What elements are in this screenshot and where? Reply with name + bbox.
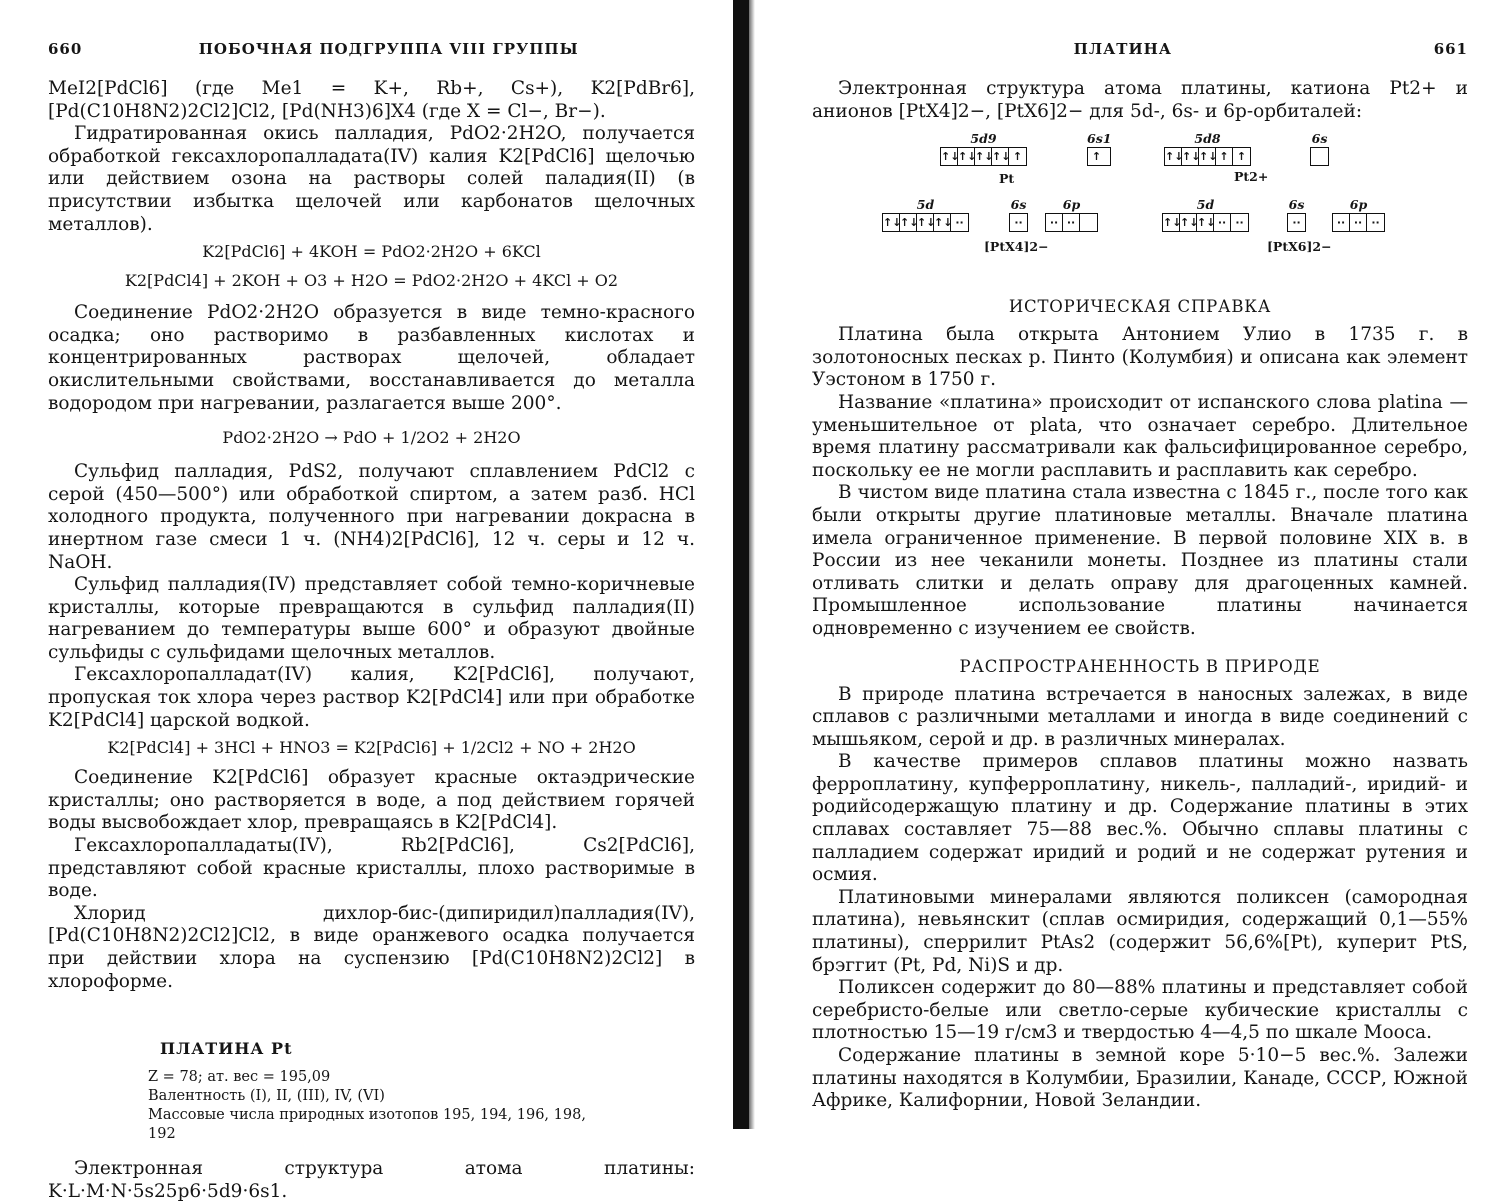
pt2-6s-orbital: 6s xyxy=(1310,131,1329,166)
paragraph: В природе платина встречается в наносных залежах, в виде сплавов с различными металлами и иногда в виде соединений с мышьяком, серой и др. в различных минералах. xyxy=(812,683,1468,750)
atomic-data: Z = 78; ат. вес = 195,09 xyxy=(148,1069,331,1086)
equation: K2[PdCl4] + 2KOH + O3 + H2O = PdO2·2H2O + 4KCl + O2 xyxy=(124,271,619,291)
ptx6-5d-orbital: 5d ↑↓ ↑↓ ↑↓ ·· ·· xyxy=(1162,197,1249,232)
ptx4-label: [PtX4]2− xyxy=(984,239,1049,255)
paragraph: Гексахлоропалладат(IV) калия, K2[PdCl6], получают, пропуская ток хлора через раствор K2[PdCl4] или при обработке K2[PdCl4] царской водкой. xyxy=(48,664,695,731)
page-number: 661 xyxy=(1433,40,1468,58)
paragraph: Сульфид палладия, PdS2, получают сплавлением PdCl2 с серой (450—500°) или обработкой спиртом, а затем разб. HCl холодного продукта, полученного при нагревании докрасна в инертном газе смеси 1 ч. (NH4)2[PdCl6], 12 ч. серы и 12 ч. NaOH. xyxy=(48,461,695,573)
running-head: ПОБОЧНАЯ ПОДГРУППА VIII ГРУППЫ xyxy=(198,40,579,58)
paragraph: Электронная структура атома платины, катиона Pt2+ и анионов [PtX4]2−, [PtX6]2− для 5d-, 6s- и 6p-орбиталей: xyxy=(812,78,1468,122)
pt2-label: Pt2+ xyxy=(1234,169,1269,185)
paragraph: Соединение PdO2·2H2O образуется в виде темно-красного осадка; оно растворимо в разбавленных кислотах и концентрированных растворах щелочей, обладает окислительными свойствами, восстанавливается до металла водородом при нагревании, разлагается выше 200°. xyxy=(48,302,695,414)
pt-5d-orbital: 5d9 ↑↓ ↑↓ ↑↓ ↑↓ ↑ xyxy=(940,131,1027,166)
right-page-header xyxy=(812,40,1468,72)
paragraph: Хлорид дихлор-бис-(дипиридил)палладия(IV), [Pd(C10H8N2)2Cl2]Cl2, в виде оранжевого осадка получается при действии хлора на суспензию [Pd(C10H8N2)2Cl2] в хлороформе. xyxy=(48,902,695,992)
page-number: 660 xyxy=(48,40,83,58)
right-page xyxy=(770,0,1506,1129)
paragraph: Платиновыми минералами являются поликсен (самородная платина), невьянскит (сплав осмиридия, содержащий 0,1—55% платины), сперрилит PtAs2 (содержит 56,6%[Pt), куперит PtS, брэггит (Pt, Pd, Ni)S и др. xyxy=(812,886,1468,976)
equation: PdO2·2H2O → PdO + 1/2O2 + 2H2O xyxy=(222,428,521,448)
left-page-header xyxy=(48,40,695,72)
ptx6-6p-orbital: 6p ·· ·· ·· xyxy=(1332,197,1385,232)
left-page xyxy=(0,0,735,1202)
paragraph: Название «платина» происходит от испанского слова platina — уменьшительное от plata, что означает серебро. Длительное время платину рассматривали как фальсифицированное серебро, поскольку ее не могли расплавить и расплавить как серебро. xyxy=(812,391,1468,481)
equation: K2[PdCl4] + 3HCl + HNO3 = K2[PdCl6] + 1/2Cl2 + NO + 2H2O xyxy=(107,738,636,758)
section-title-occurrence: РАСПРОСТРАНЕННОСТЬ В ПРИРОДЕ xyxy=(959,656,1321,676)
equation: K2[PdCl6] + 4KOH = PdO2·2H2O + 6KCl xyxy=(202,242,541,262)
spine-shadow xyxy=(749,0,755,1129)
paragraph: Содержание платины в земной коре 5·10−5 вес.%. Залежи платины находятся в Колумбии, Бразилии, Канаде, СССР, Южной Африке, Калифорнии, Новой Зеландии. xyxy=(812,1045,1468,1112)
ptx6-label: [PtX6]2− xyxy=(1267,239,1332,255)
paragraph: В чистом виде платина стала известна с 1845 г., после того как были открыты другие платиновые металлы. Вначале платина имела ограниченное применение. В первой половине XIX в. в России из нее чеканили монеты. Позднее из платины стали отливать слитки и делать оправу для драгоценных камней. Промышленное использование платины начинается одновременно с изучением ее свойств. xyxy=(812,482,1468,639)
pt-6s-orbital: 6s1 ↑ xyxy=(1087,131,1111,166)
element-title: ПЛАТИНА Pt xyxy=(160,1039,293,1059)
element-properties xyxy=(148,1068,695,1144)
ptx4-6p-orbital: 6p ·· ·· xyxy=(1045,197,1098,232)
valence: Валентность (I), II, (III), IV, (VI) xyxy=(148,1088,385,1105)
pt-label: Pt xyxy=(999,171,1015,187)
paragraph: Поликсен содержит до 80—88% платины и представляет собой серебристо-белые или светло-серые кубические кристаллы с плотностью 15—19 г/см3 и твердостью 4—4,5 по шкале Мооса. xyxy=(812,977,1468,1044)
paragraph: В качестве примеров сплавов платины можно назвать ферроплатину, купферроплатину, никель-, палладий-, иридий- и родийсодержащую платину и др. Содержание платины в этих сплавах составляет 75—88 вес.%. Обычно сплавы платины с палладием содержат иридий и родий и не содержат рутения и осмия. xyxy=(812,751,1468,886)
paragraph: Гексахлоропалладаты(IV), Rb2[PdCl6], Cs2[PdCl6], представляют собой красные кристаллы, плохо растворимые в воде. xyxy=(48,835,695,902)
pt2-5d-orbital: 5d8 ↑↓ ↑↓ ↑↓ ↑ ↑ xyxy=(1164,131,1251,166)
section-title-history: ИСТОРИЧЕСКАЯ СПРАВКА xyxy=(1008,297,1272,317)
orbital-diagrams xyxy=(812,131,1468,281)
running-head: ПЛАТИНА xyxy=(1073,40,1173,58)
paragraph: Платина была открыта Антонием Улио в 1735 г. в золотоносных песках р. Пинто (Колумбия) и описана как элемент Уэстоном в 1750 г. xyxy=(812,324,1468,391)
isotopes: Массовые числа природных изотопов 195, 194, 196, 198, 192 xyxy=(148,1107,586,1143)
book-spine xyxy=(733,0,749,1129)
ptx4-6s-orbital: 6s ·· xyxy=(1009,197,1028,232)
paragraph: Гидратированная окись палладия, PdO2·2H2O, получается обработкой гексахлоропалладата(IV) калия K2[PdCl6] щелочью или действием озона на растворы солей паладия(II) (в присутствии избытка щелочей или карбонатов щелочных металлов). xyxy=(48,123,695,235)
paragraph: Сульфид палладия(IV) представляет собой темно-коричневые кристаллы, которые превращаются в сульфид палладия(II) нагреванием до температуры выше 600° и образуют двойные сульфиды с сульфидами щелочных металлов. xyxy=(48,574,695,663)
ptx6-6s-orbital: 6s ·· xyxy=(1287,197,1306,232)
ptx4-5d-orbital: 5d ↑↓ ↑↓ ↑↓ ↑↓ ·· xyxy=(882,197,969,232)
paragraph: Соединение K2[PdCl6] образует красные октаэдрические кристаллы; оно растворяется в воде, а под действием горячей воды высвобождает хлор, превращаясь в K2[PdCl4]. xyxy=(48,767,695,834)
paragraph: MeI2[PdCl6] (где Me1 = K+, Rb+, Cs+), K2[PdBr6], [Pd(C10H8N2)2Cl2]Cl2, [Pd(NH3)6]X4 (где X = Cl−, Br−). xyxy=(48,78,695,122)
paragraph: Электронная структура атома платины: K·L·M·N·5s25p6·5d9·6s1. xyxy=(48,1158,695,1202)
